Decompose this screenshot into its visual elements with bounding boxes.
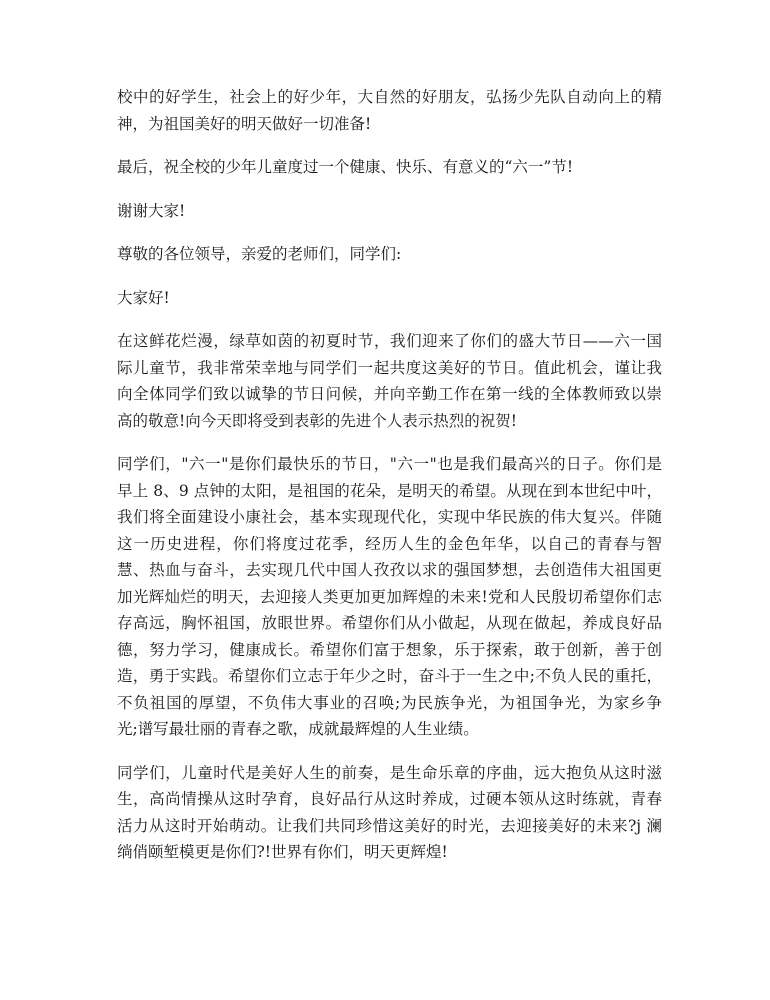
text-line: 同学们，"六一"是你们最快乐的节日，"六一"也是我们最高兴的日子。你们是 xyxy=(117,455,662,473)
text-line: 大家好! xyxy=(117,288,170,307)
text-line: 慧、热血与奋斗，去实现几代中国人孜孜以求的强国梦想，去创造伟大祖国更 xyxy=(117,561,662,579)
paragraph xyxy=(117,328,662,434)
text-line: 活力从这时开始萌动。让我们共同珍惜这美好的时光，去迎接美好的未来?j 澜 xyxy=(117,816,662,835)
text-line: 高的敬意!向今天即将受到表彰的先进个人表示热烈的祝贺! xyxy=(117,411,517,430)
text-line: 同学们，儿童时代是美好人生的前奏，是生命乐章的序曲，远大抱负从这时滋 xyxy=(117,763,662,782)
text-line: 光;谱写最壮丽的青春之歌，成就最辉煌的人生业绩。 xyxy=(117,720,479,738)
text-line: 校中的好学生，社会上的好少年，大自然的好朋友，弘扬少先队自动向上的精 xyxy=(117,88,662,106)
text-line: 神，为祖国美好的明天做好一切准备! xyxy=(117,114,372,133)
text-line: 加光辉灿烂的明天，去迎接人类更加更加辉煌的未来!党和人民殷切希望你们志 xyxy=(117,587,662,606)
text-line: 在这鲜花烂漫，绿草如茵的初夏时节，我们迎来了你们的盛大节日——六一国 xyxy=(117,332,662,350)
text-line: 不负祖国的厚望，不负伟大事业的召唤;为民族争光，为祖国争光，为家乡争 xyxy=(117,693,662,712)
paragraph xyxy=(117,285,662,312)
text-line: 造，勇于实践。希望你们立志于年少之时，奋斗于一生之中;不负人民的重托， xyxy=(117,667,662,685)
document-body xyxy=(117,84,662,883)
text-line: 尊敬的各位领导，亲爱的老师们，同学们: xyxy=(117,245,402,263)
text-line: 际儿童节，我非常荣幸地与同学们一起共度这美好的节日。值此机会，谨让我 xyxy=(117,358,662,377)
paragraph xyxy=(117,198,662,225)
text-line: 生，高尚情操从这时孕育，良好品行从这时养成，过硬本领从这时练就，青春 xyxy=(117,790,662,808)
text-line: 谢谢大家! xyxy=(117,201,186,220)
paragraph xyxy=(117,154,662,181)
text-line: 我们将全面建设小康社会，基本实现现代化，实现中华民族的伟大复兴。伴随 xyxy=(117,508,662,526)
paragraph xyxy=(117,451,662,743)
paragraph xyxy=(117,760,662,866)
text-line: 这一历史进程，你们将度过花季，经历人生的金色年华，以自己的青春与智 xyxy=(117,534,662,553)
paragraph xyxy=(117,241,662,268)
text-line: 早上 8、9 点钟的太阳，是祖国的花朵，是明天的希望。从现在到本世纪中叶， xyxy=(117,481,662,500)
paragraph xyxy=(117,84,662,137)
text-line: 存高远，胸怀祖国，放眼世界。希望你们从小做起，从现在做起，养成良好品 xyxy=(117,614,662,632)
text-line: 德，努力学习，健康成长。希望你们富于想象，乐于探索，敢于创新，善于创 xyxy=(117,640,662,659)
text-line: 绱俏颐堑模更是你们?!世界有你们，明天更辉煌! xyxy=(117,843,448,861)
text-line: 向全体同学们致以诚挚的节日问候，并向辛勤工作在第一线的全体教师致以崇 xyxy=(117,385,662,403)
text-line: 最后，祝全校的少年儿童度过一个健康、快乐、有意义的“六一”节! xyxy=(117,158,574,176)
